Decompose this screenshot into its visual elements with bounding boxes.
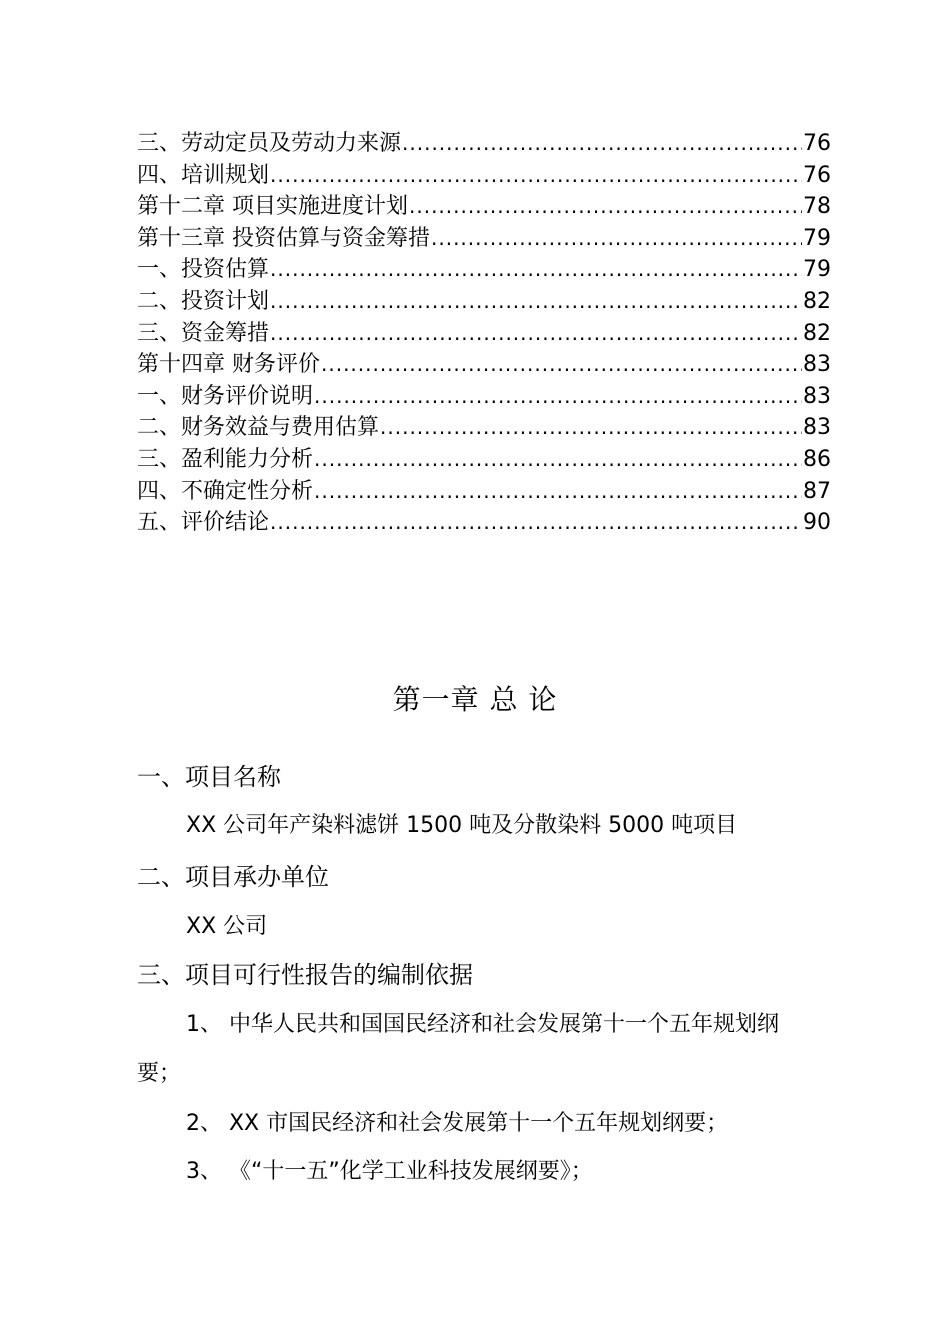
basis-item-3: 3、 《“十一五”化学工业科技发展纲要》；: [186, 1159, 593, 1184]
toc-entry-page: 90: [803, 510, 831, 536]
toc-dot-leader: [409, 191, 802, 223]
toc-entry[interactable]: [137, 160, 831, 192]
toc-dot-leader: [314, 381, 802, 413]
project-name-text: XX 公司年产染料滤饼 1500 吨及分散染料 5000 吨项目: [186, 813, 738, 838]
toc-entry-page: 76: [803, 131, 831, 156]
section-heading-project-name: 一、项目名称: [137, 763, 281, 791]
basis-item-2: 2、 XX 市国民经济和社会发展第十一个五年规划纲要；: [186, 1111, 729, 1136]
sponsor-text: XX 公司: [186, 914, 268, 939]
toc-entry-label: 二、财务效益与费用估算: [137, 415, 380, 441]
toc-entry-page: 78: [803, 194, 831, 220]
toc-dot-leader: [314, 476, 802, 508]
toc-dot-leader: [321, 349, 802, 381]
toc-entry-label: 第十二章 项目实施进度计划: [137, 194, 408, 220]
toc-entry-label: 四、培训规划: [137, 162, 270, 188]
toc-dot-leader: [270, 318, 802, 350]
toc-entry-page: 83: [803, 383, 831, 409]
toc-entry[interactable]: [137, 476, 831, 508]
toc-entry[interactable]: [137, 381, 831, 413]
chapter-title: 第一章 总 论: [392, 683, 558, 716]
toc-dot-leader: [270, 286, 802, 318]
toc-entry[interactable]: [137, 412, 831, 444]
toc-entry-label: 一、投资估算: [137, 257, 270, 283]
toc-entry-page: 79: [803, 225, 831, 251]
toc-entry[interactable]: [137, 223, 831, 255]
basis-item-1-line-2: 要；: [137, 1061, 182, 1086]
toc-dot-leader: [402, 128, 802, 160]
toc-dot-leader: [431, 223, 802, 255]
toc-entry[interactable]: [137, 128, 831, 160]
toc-entry-label: 五、评价结论: [137, 510, 270, 536]
basis-item-1-line-1: 1、 中华人民共和国国民经济和社会发展第十一个五年规划纲: [186, 1012, 779, 1037]
toc-entry-page: 87: [803, 478, 831, 504]
toc-entry[interactable]: [137, 286, 831, 318]
toc-entry-label: 三、盈利能力分析: [137, 446, 314, 472]
table-of-contents: [137, 128, 831, 539]
toc-entry-page: 83: [803, 352, 831, 378]
toc-entry[interactable]: [137, 318, 831, 350]
toc-entry-label: 三、资金筹措: [137, 320, 270, 346]
toc-entry-page: 76: [803, 162, 831, 188]
toc-entry-page: 86: [803, 446, 831, 472]
toc-entry[interactable]: [137, 507, 831, 539]
toc-entry[interactable]: [137, 254, 831, 286]
section-heading-basis: 三、项目可行性报告的编制依据: [137, 961, 473, 989]
toc-entry[interactable]: [137, 191, 831, 223]
toc-entry[interactable]: [137, 444, 831, 476]
toc-dot-leader: [380, 412, 802, 444]
toc-entry-label: 三、劳动定员及劳动力来源: [137, 131, 402, 156]
toc-entry-label: 第十三章 投资估算与资金筹措: [137, 225, 430, 251]
toc-dot-leader: [270, 507, 802, 539]
toc-entry[interactable]: [137, 349, 831, 381]
toc-entry-page: 82: [803, 320, 831, 346]
section-heading-sponsor: 二、项目承办单位: [137, 863, 329, 891]
toc-entry-page: 82: [803, 288, 831, 314]
toc-entry-label: 第十四章 财务评价: [137, 352, 320, 378]
toc-dot-leader: [270, 160, 802, 192]
toc-entry-label: 二、投资计划: [137, 288, 270, 314]
toc-dot-leader: [314, 444, 802, 476]
toc-entry-page: 79: [803, 257, 831, 283]
toc-entry-page: 83: [803, 415, 831, 441]
toc-entry-label: 四、不确定性分析: [137, 478, 314, 504]
toc-dot-leader: [270, 254, 802, 286]
toc-entry-label: 一、财务评价说明: [137, 383, 314, 409]
